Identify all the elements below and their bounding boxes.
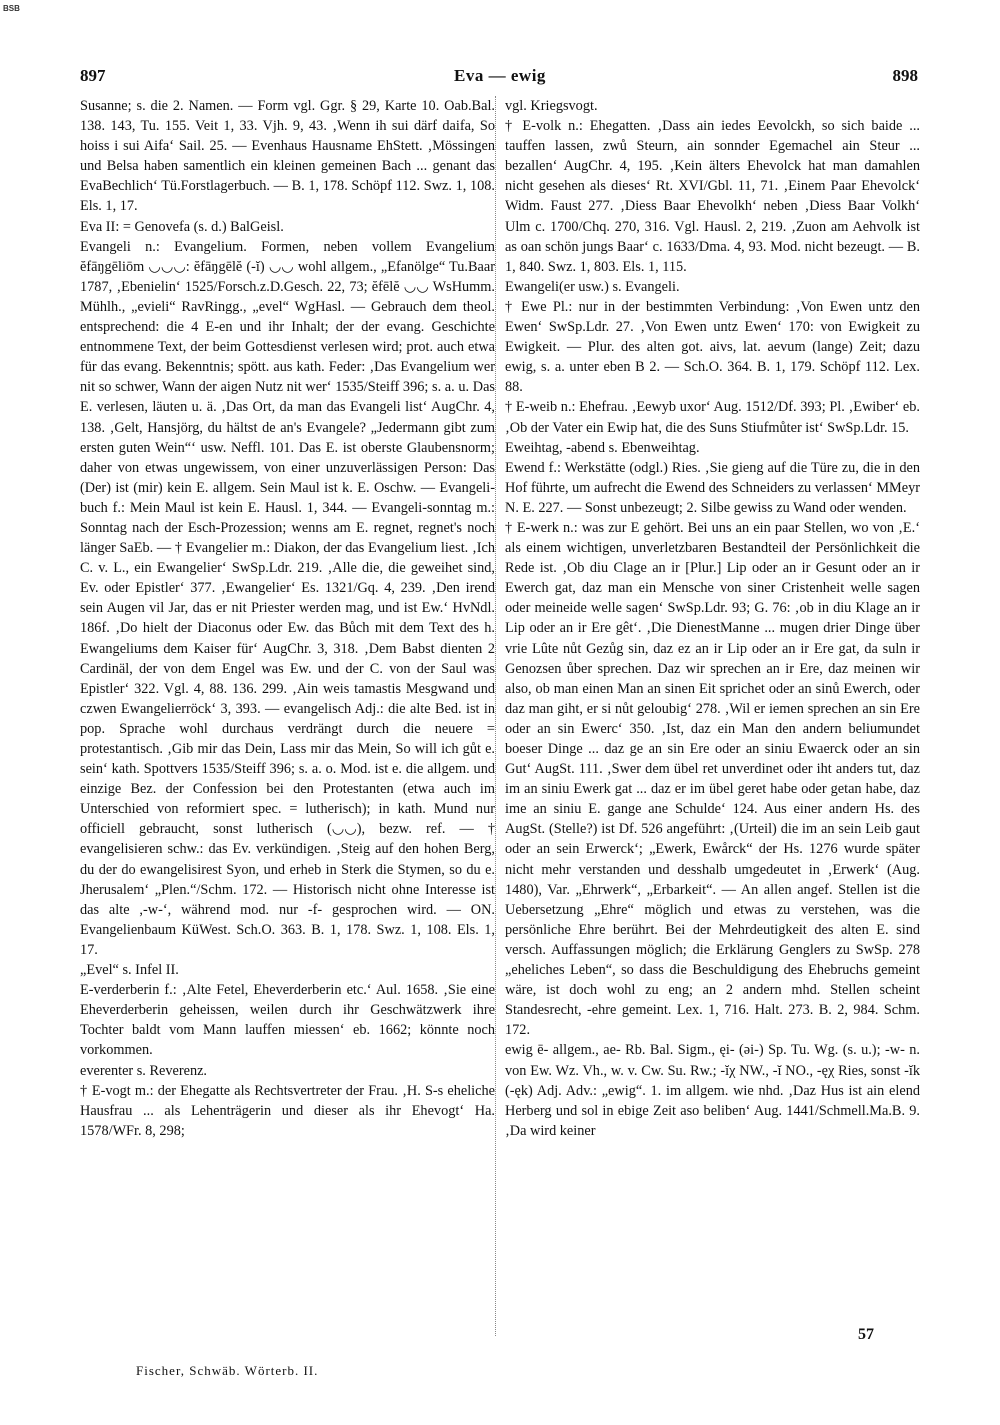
library-stamp: BSB: [3, 4, 20, 13]
footer-attribution: Fischer, Schwäb. Wörterb. II.: [136, 1363, 319, 1378]
page-number-right: 898: [892, 66, 918, 85]
dictionary-entry: Evangeli n.: Evangelium. Formen, neben vollem Evangelium ĕfāŋgēliōm ◡◡◡: ĕfāŋgēlĕ (-ĭ) ◡◡ wohl allgem., „Efanölge“ Tu.Baar 1787, ‚Ebenielin‘ 1525/Forsch.z.D.Gesch. 22, 73; ĕfēlĕ ◡◡ WsHumm. Mühlh., „evieli“ RavRingg., „evel“ WgHasl. — Gebrauch dem theol. entsprechend: die 4 E-en und ihr Inhalt; der der evang. Geschichte entnommene Text, der beim Gottesdienst verlesen wird; prot. auch etwa für das evang. Bekenntnis; spött. aus kath. Feder: ‚Das Evangelium wer nit so schwer, Wann der aigen Nutz nit wer‘ 1535/Steiff 396; s. a. u. Das E. verlesen, läuten u. ä. ‚Das Ort, da man das Evangeli list‘ AugChr. 4, 138. ‚Gelt, Hansjörg, du hältst de an's Evangele? „Jedermann gibt zum ersten guten Wein“‘ usw. Neffl. 101. Das E. ist oberste Glaubensnorm; daher von etwas ungewissem, von einer unzuverlässigen Person: Das (Der) ist (mir) kein E. allgem. Sein Maul ist k. E. Oschw. — Evangeli-buch f.: Mein Maul ist kein E. Hausl. 1, 344. — Evangeli-sonntag m.: Sonntag nach der Esch-Prozession; wenns am E. regnet, regnet's noch länger SaEb. — † Evangelier m.: Diakon, der das Evangelium liest. ‚Ich C. v. L., ein Ewangelier‘ SwSp.Ldr. 219. ‚Alle die, die geweihet sind, Ev. oder Epistler‘ 377. ‚Ewangelier‘ Es. 1321/Gq. 4, 239. ‚Den irend sein Augen vil Jar, das er nit Priester werden mag, und ist Ew.‘ HvNdl. 186f. ‚Do hielt der Diaconus oder Ew. das Bůch mit dem Text des h. Ewangeliums dem Kaiser für‘ AugChr. 3, 318. ‚Dem Babst dienten 2 Cardinäl, der von dem Engel was Ew. und der C. von der Saul was Epistler‘ 322. Vgl. 4, 88. 136. 299. ‚Ain weis tamastis Mesgwand und czwen Ewangelierröck‘ 3, 393. — evangelisch Adj.: die alte Bed. ist in pop. Sprache wohl durchaus verdrängt durch die neuere = protestantisch. ‚Gib mir das Dein, Lass mir das Mein, So will ich gůt e. sein‘ kath. Spottvers 1535/Steiff 396; s. a. o. Mod. ist e. die allgem. und einzige Bez. der Confession bei den Protestanten (etwa auch im Unterschied von reformiert spec. = lutherisch); in kath. Mund nur officiell gebraucht, sonst lutherisch (◡◡), bezw. ref. — † evangelisieren schw.: das Ev. verkündigen. ‚Steig auf den hohen Berg, du der do ewangelisirest Syon, und erheb in Sterk die Stymen, so du e. Jherusalem‘ „Plen.“/Schm. 172. — Historisch nicht ohne Interesse ist das alte ,-w-‘, während mod. nur -f- gesprochen wird. — ON. Evangelienbaum KüWest. Sch.O. 363. B. 1, 178. Swz. 1, 108. Els. 1, 17.: [80, 238, 495, 958]
dictionary-entry: † E-weib n.: Ehefrau. ‚Eewyb uxor‘ Aug. 1512/Df. 393; Pl. ‚Ewiber‘ eb. ‚Ob der Vater ein Ewip hat, die des Suns Stiufmůter ist‘ SwSp.Ldr. 15.: [505, 399, 920, 436]
page-number-left: 897: [80, 66, 106, 85]
dictionary-entry: „Evel“ s. Infel II.: [80, 962, 179, 979]
dictionary-entry: Ewangeli(er usw.) s. Evangeli.: [505, 278, 680, 295]
dictionary-entry: Susanne; s. die 2. Namen. — Form vgl. Ggr. § 29, Karte 10. Oab.Bal. 138. 143, Tu. 155. Veit 1, 33. Vjh. 9, 43. ‚Wenn ih sui därf daifa, So hoiss i sui Aifa‘ Sail. 25. — Evenhaus Hausname EhStett. ‚Mössingen und Belsa haben samentlich ein kleinen gemeinen Bach ... genant das EvaBechlich‘ Tü.Forstlagerbuch. — B. 1, 178. Schöpf 112. Swz. 1, 108. Els. 1, 17.: [80, 98, 495, 215]
dictionary-entry: vgl. Kriegsvogt.: [505, 98, 598, 114]
column-divider: [495, 96, 496, 1336]
running-title: Eva — ewig: [454, 66, 546, 85]
dictionary-entry: † E-volk n.: Ehegatten. ‚Dass ain iedes Eevolckh, so sich baide ... tauffen lassen, zwů Steurn, ain sonnder Egemachel ain Steur ... bezallen‘ AugChr. 4, 195. ‚Kein älters Ehevolck hat man damahlen nicht gesehen als dieses‘ Rt. XVI/Gbl. 11, 71. ‚Einem Paar Ehevolck‘ Widm. Faust 277. ‚Diess Baar Ehevolkh‘ neben ‚Diess Baar Volkh‘ Ulm c. 1700/Chq. 270, 316. Vgl. Hausl. 2, 219. ‚Zuon am Aehvolk ist as oan schön jungs Baar‘ c. 1633/Dma. 4, 93. Mod. nicht bezeugt. — B. 1, 840. Swz. 1, 803. Els. 1, 115.: [505, 118, 920, 275]
signature-number: 57: [858, 1326, 874, 1343]
dictionary-entry: † Ewe Pl.: nur in der bestimmten Verbindung: ‚Von Ewen untz den Ewen‘ SwSp.Ldr. 27. ‚Von Ewen untz Ewen‘ 170: von Ewigkeit zu Ewigkeit. — Plur. des alten got. aivs, lat. aevum (lange) Zeit; dazu ewig, s. a. unter eben B 2. — Sch.O. 364. B. 1, 179. Schöpf 112. Lex. 88.: [505, 298, 920, 396]
dictionary-entry: E-verderberin f.: ‚Alte Fetel, Eheverderberin etc.‘ Aul. 1658. ‚Sie eine Eheverderberin geheissen, weilen durch ihr Geschwätzwerk ihre Tochter baldt vom Mann lauffen miessen‘ eb. 1662; könnte noch vorkommen.: [80, 982, 495, 1059]
dictionary-entry: ewig ē- allgem., ae- Rb. Bal. Sigm., ęi- (əi-) Sp. Tu. Wg. (s. u.); -w- n. von Ew. Wz. Vh., w. v. Cw. Su. Rw.; -ĭχ NW., -ĭ NO., -ęχ Ries, sonst -ĭk (-ęk) Adj. Adv.: „ewig“. 1. im allgem. wie nhd. ‚Daz Hus ist ain elend Herberg und sol in ebige Zeit aso beliben‘ Aug. 1441/Schmell.Ma.B. 9. ‚Da wird keiner: [505, 1042, 920, 1139]
dictionary-entry: Eva II: = Genovefa (s. d.) BalGeisl.: [80, 218, 284, 235]
dictionary-entry: everenter s. Reverenz.: [80, 1062, 208, 1079]
right-column: [505, 96, 920, 1341]
dictionary-entry: Eweihtag, -abend s. Ebenweihtag.: [505, 439, 700, 456]
dictionary-entry: † E-werk n.: was zur E gehört. Bei uns an ein paar Stellen, wo von ‚E.‘ als einem wichtigen, unverletzbaren Bestandteil der Persönlichkeit die Rede ist. ‚Ob diu Clage an ir [Plur.] Lip oder an ir Gesunt oder an ir Ewerch gat, daz man ein Mensche von siner Cristenheit welle sagen oder meineide welle sagen‘ SwSp.Ldr. 93; G. 76: ‚ob in diu Klage an ir Lip oder an ir Ere gêt‘. ‚Die DienestManne ... mugen drier Dinge über vrie Lûte nůt Gezůg sin, daz ez an ir Lip oder an ir Ere gat, da suln ir Genozsen ůber sprechen. Daz wir sprechen an ir Ere, daz meinen wir also, ob man einen Man an sinen Eit sprichet oder an sinů Ewerch, oder daz man giht, er si nůt geloubig‘ 278. ‚Wil er iemen sprechen an sin Ere oder an sin Ewerc‘ 350. ‚Ist, daz ein Man den andern beliumundet boeser Dinge ... daz ge an sin Ere oder an siniu Ewaerck oder an sin Gut‘ AugSt. 111. ‚Swer dem übel ret unverdinet oder iht anders tut, daz im an siniu Ewerk gat ... daz er im übel geret habe oder getan habe, daz ime an siniu E. gange ane Schulde‘ 124. Aus einer andern Hs. des AugSt. (Stelle?) ist Df. 526 angeführt: ‚(Urteil) die im an sein Leib gaut oder an sein Erwerck‘; „Ewerk, Ewårck“ der Hs. 1276 wurde später nicht mehr verstanden und desshalb umgedeutet in ‚Erwerk‘ (Aug. 1480), Var. „Ehrwerk“, „Erbarkeit“. — An allen angef. Stellen ist die Uebersetzung „Ehre“ möglich und etwas zu verstehen, was die persönliche Ehre berührt. Bei der Mehrdeutigkeit des alten E. sind versch. Auffassungen möglich; die Erklärung Genglers zu SwSp. 278 „eheliches Leben“, so dass die Beschuldigung des Ehebruchs gemeint wäre, ist doch wohl zu eng; an 2 andern mhd. Stellen scheint Standesrecht, -ehre gemeint. Lex. 1, 716. Halt. 273. B. 2, 984. Schm. 172.: [505, 519, 920, 1039]
left-column: [80, 96, 495, 1341]
dictionary-entry: † E-vogt m.: der Ehegatte als Rechtsvertreter der Frau. ‚H. S-s eheliche Hausfrau ... als Lehenträgerin und dieser als ihr Ehevogt‘ Ha. 1578/WFr. 8, 298;: [80, 1082, 495, 1139]
dictionary-entry: Ewend f.: Werkstätte (odgl.) Ries. ‚Sie gieng auf die Türe zu, die in den Hof führte, um aufrecht die Ewend des Schneiders zu verlassen‘ MMeyr N. E. 227. — Sonst unbezeugt; 2. Silbe gewiss zu Wand oder wenden.: [505, 459, 920, 516]
